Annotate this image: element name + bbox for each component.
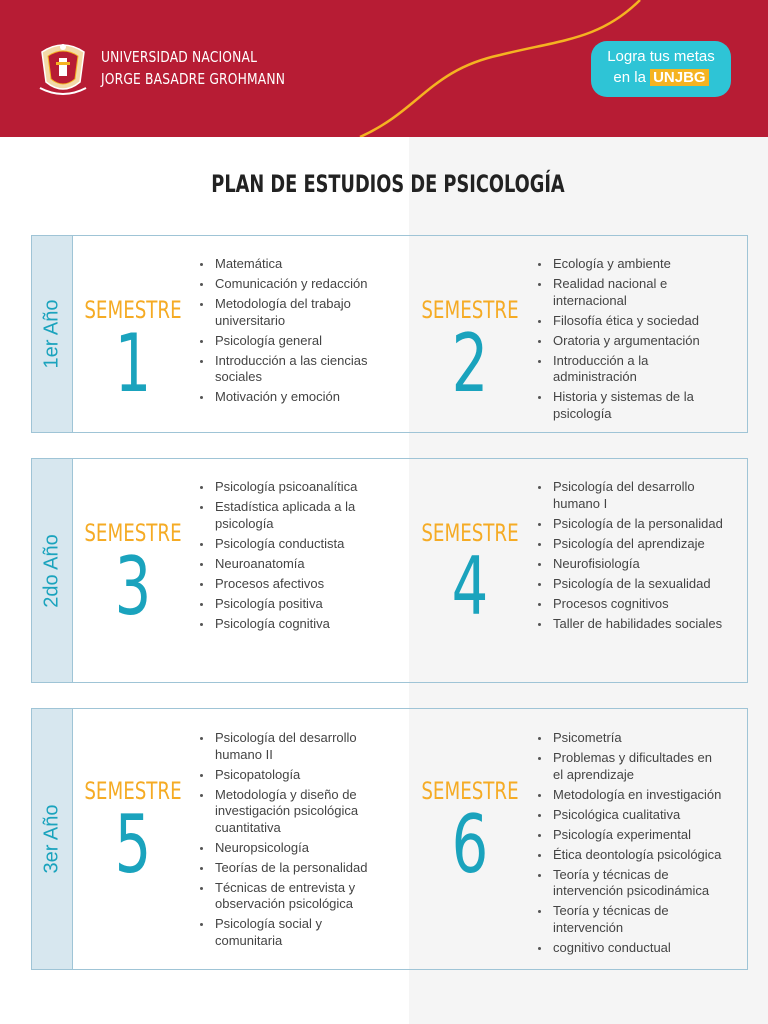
semester-number: 3: [114, 540, 152, 633]
semester-number: 1: [114, 317, 152, 410]
year-tab: [32, 236, 73, 432]
list-item: Neuroanatomía: [197, 556, 387, 573]
list-item: Metodología y diseño de investigación psicológica cuantitativa: [197, 787, 387, 837]
year-tab: [32, 709, 73, 969]
semester-number: 5: [114, 798, 152, 891]
list-item: Neuropsicología: [197, 840, 387, 857]
semester-5-course-list: [197, 730, 387, 953]
semester-number: 2: [451, 317, 489, 410]
list-item: Psicología de la personalidad: [535, 516, 725, 533]
semester-4-course-list: [535, 479, 725, 636]
semester-3-heading: [83, 519, 183, 633]
semester-2-course-list: [535, 256, 725, 426]
list-item: Matemática: [197, 256, 387, 273]
list-item: Psicología psicoanalítica: [197, 479, 387, 496]
semester-word: SEMESTRE: [421, 777, 519, 805]
list-item: Psicológica cualitativa: [535, 807, 725, 824]
list-item: Metodología en investigación: [535, 787, 725, 804]
year-label: 1er Año: [40, 299, 63, 369]
list-item: Comunicación y redacción: [197, 276, 387, 293]
semester-6-heading: [420, 777, 520, 891]
list-item: Historia y sistemas de la psicología: [535, 389, 725, 422]
university-name-line2: JORGE BASADRE GROHMANN: [101, 70, 286, 88]
list-item: Motivación y emoción: [197, 389, 387, 406]
list-item: Procesos cognitivos: [535, 596, 725, 613]
university-logo: [36, 38, 90, 100]
list-item: Problemas y dificultades en el aprendizaje: [535, 750, 725, 783]
list-item: Psicología del desarrollo humano I: [535, 479, 725, 512]
semester-number: 4: [451, 540, 489, 633]
list-item: Psicología del desarrollo humano II: [197, 730, 387, 763]
list-item: Psicología de la sexualidad: [535, 576, 725, 593]
semester-1-course-list: [197, 256, 387, 409]
semester-word: SEMESTRE: [84, 296, 182, 324]
page-title: PLAN DE ESTUDIOS DE PSICOLOGÍA: [211, 170, 565, 198]
list-item: Estadística aplicada a la psicología: [197, 499, 387, 532]
list-item: Introducción a la administración: [535, 353, 725, 386]
list-item: Teoría y técnicas de intervención psicodinámica: [535, 867, 725, 900]
list-item: Metodología del trabajo universitario: [197, 296, 387, 329]
year-label: 2do Año: [40, 533, 63, 608]
list-item: Filosofía ética y sociedad: [535, 313, 725, 330]
semester-5-heading: [83, 777, 183, 891]
semester-1-heading: [83, 296, 183, 410]
semester-3-course-list: [197, 479, 387, 636]
list-item: Realidad nacional e internacional: [535, 276, 725, 309]
list-item: Psicología del aprendizaje: [535, 536, 725, 553]
list-item: Teorías de la personalidad: [197, 860, 387, 877]
list-item: Oratoria y argumentación: [535, 333, 725, 350]
cta-badge[interactable]: [591, 41, 731, 97]
list-item: Técnicas de entrevista y observación psicológica: [197, 880, 387, 913]
university-name: [101, 46, 285, 90]
list-item: Taller de habilidades sociales: [535, 616, 725, 633]
semester-6-course-list: [535, 730, 725, 960]
year-block-3: [31, 708, 748, 970]
year-block-1: [31, 235, 748, 433]
cta-line2: [591, 67, 731, 88]
university-name-line1: UNIVERSIDAD NACIONAL: [101, 48, 258, 66]
semester-word: SEMESTRE: [84, 519, 182, 547]
list-item: Ética deontología psicológica: [535, 847, 725, 864]
list-item: Teoría y técnicas de intervención: [535, 903, 725, 936]
list-item: Psicología experimental: [535, 827, 725, 844]
cta-line1: Logra tus metas: [607, 48, 715, 65]
list-item: Psicometría: [535, 730, 725, 747]
list-item: Psicología cognitiva: [197, 616, 387, 633]
semester-4-heading: [420, 519, 520, 633]
list-item: Ecología y ambiente: [535, 256, 725, 273]
semester-number: 6: [451, 798, 489, 891]
year-label: 3er Año: [40, 804, 63, 874]
semester-word: SEMESTRE: [84, 777, 182, 805]
semester-word: SEMESTRE: [421, 296, 519, 324]
cta-line2-prefix: en la: [613, 69, 646, 86]
list-item: Psicología social y comunitaria: [197, 916, 387, 949]
list-item: Psicología general: [197, 333, 387, 350]
year-block-2: [31, 458, 748, 683]
year-tab: [32, 459, 73, 682]
list-item: cognitivo conductual: [535, 940, 725, 957]
semester-word: SEMESTRE: [421, 519, 519, 547]
list-item: Psicopatología: [197, 767, 387, 784]
semester-2-heading: [420, 296, 520, 410]
list-item: Neurofisiología: [535, 556, 725, 573]
list-item: Psicología positiva: [197, 596, 387, 613]
header-banner: [0, 0, 768, 137]
list-item: Procesos afectivos: [197, 576, 387, 593]
list-item: Psicología conductista: [197, 536, 387, 553]
list-item: Introducción a las ciencias sociales: [197, 353, 387, 386]
cta-highlight: UNJBG: [650, 69, 709, 86]
